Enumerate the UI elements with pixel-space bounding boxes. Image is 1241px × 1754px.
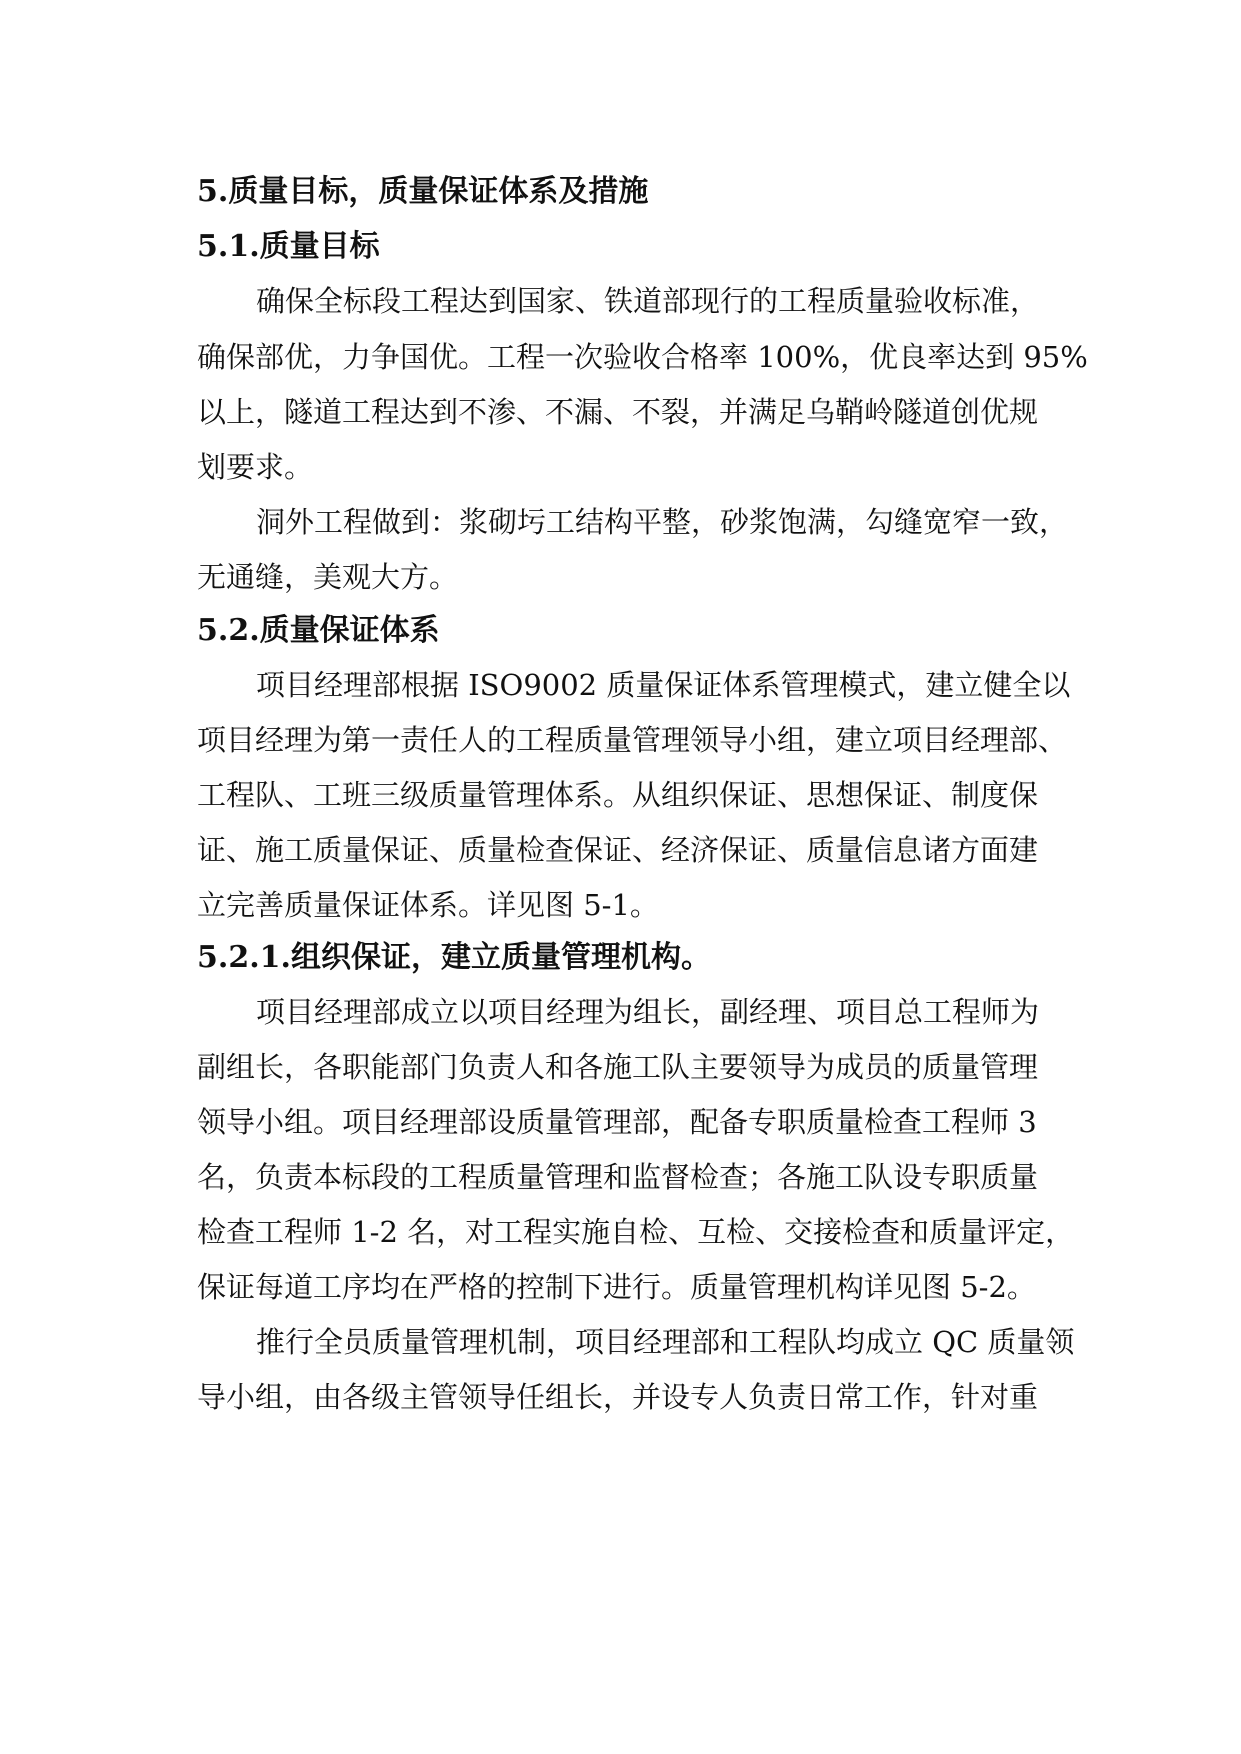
paragraph-line: 副组长，各职能部门负责人和各施工队主要领导为成员的质量管理 bbox=[197, 1050, 1039, 1084]
paragraph-line: 项目经理部成立以项目经理为组长，副经理、项目总工程师为 bbox=[256, 995, 1040, 1029]
subsection-title-5-2-1: 5.2.1.组织保证，建立质量管理机构。 bbox=[197, 940, 711, 975]
paragraph-line: 划要求。 bbox=[197, 450, 314, 484]
paragraph-line: 保证每道工序均在严格的控制下进行。质量管理机构详见图 5-2。 bbox=[197, 1270, 1036, 1304]
paragraph-line: 证、施工质量保证、质量检查保证、经济保证、质量信息诸方面建 bbox=[197, 833, 1039, 867]
paragraph-line: 确保部优，力争国优。工程一次验收合格率 100%，优良率达到 95% bbox=[197, 340, 1088, 374]
paragraph-line: 项目经理为第一责任人的工程质量管理领导小组，建立项目经理部、 bbox=[197, 723, 1068, 757]
subsection-title-5-1: 5.1.质量目标 bbox=[197, 229, 380, 264]
paragraph-line: 项目经理部根据 ISO9002 质量保证体系管理模式，建立健全以 bbox=[256, 668, 1071, 702]
subsection-title-5-2: 5.2.质量保证体系 bbox=[197, 613, 440, 648]
section-title: 5.质量目标，质量保证体系及措施 bbox=[197, 174, 649, 209]
paragraph-line: 领导小组。项目经理部设质量管理部，配备专职质量检查工程师 3 bbox=[197, 1105, 1037, 1139]
paragraph-line: 立完善质量保证体系。详见图 5-1。 bbox=[197, 888, 659, 922]
paragraph-line: 以上，隧道工程达到不渗、不漏、不裂，并满足乌鞘岭隧道创优规 bbox=[197, 395, 1039, 429]
paragraph-line: 洞外工程做到：浆砌圬工结构平整，砂浆饱满，勾缝宽窄一致， bbox=[256, 505, 1069, 539]
paragraph-line: 工程队、工班三级质量管理体系。从组织保证、思想保证、制度保 bbox=[197, 778, 1039, 812]
paragraph-line: 导小组，由各级主管领导任组长，并设专人负责日常工作，针对重 bbox=[197, 1380, 1039, 1414]
paragraph-line: 确保全标段工程达到国家、铁道部现行的工程质量验收标准， bbox=[256, 284, 1040, 318]
paragraph-line: 检查工程师 1-2 名，对工程实施自检、互检、交接检查和质量评定， bbox=[197, 1215, 1075, 1249]
paragraph-line: 无通缝，美观大方。 bbox=[197, 560, 459, 594]
paragraph-line: 名，负责本标段的工程质量管理和监督检查；各施工队设专职质量 bbox=[197, 1160, 1039, 1194]
paragraph-line: 推行全员质量管理机制，项目经理部和工程队均成立 QC 质量领 bbox=[256, 1325, 1075, 1359]
